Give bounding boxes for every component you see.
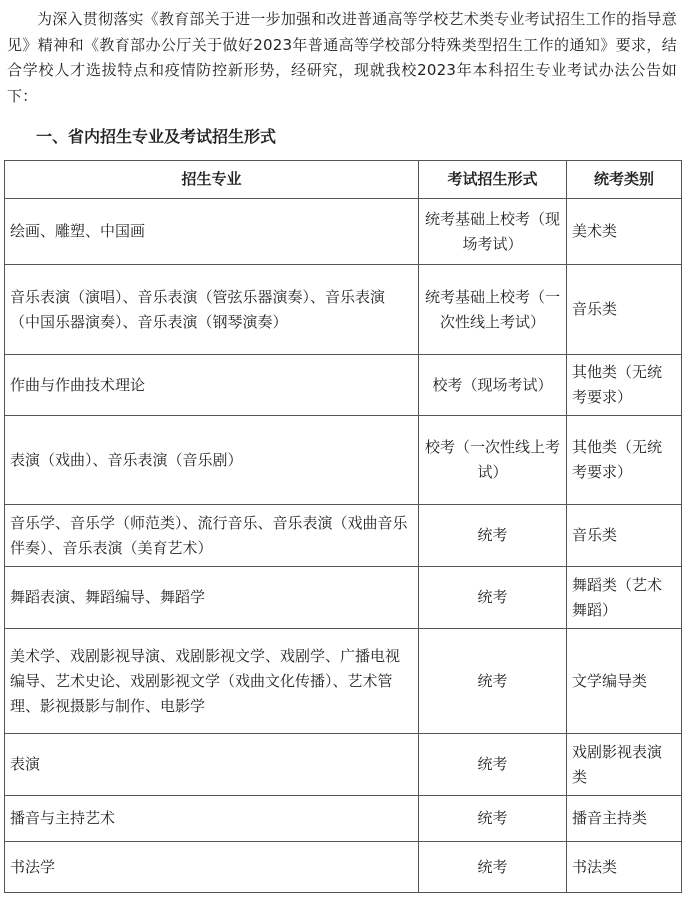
cell-category: 美术类: [567, 199, 682, 265]
table-row: [5, 355, 682, 416]
table-row: [5, 734, 682, 796]
cell-major: 绘画、雕塑、中国画: [5, 199, 419, 265]
cell-major: 音乐学、音乐学（师范类）、流行音乐、音乐表演（戏曲音乐伴奏）、音乐表演（美育艺术）: [5, 505, 419, 567]
cell-category: 其他类（无统考要求）: [567, 355, 682, 416]
cell-major: 表演: [5, 734, 419, 796]
admissions-table: [4, 160, 682, 893]
cell-exam-form: 统考: [419, 567, 567, 629]
table-row: [5, 505, 682, 567]
cell-exam-form: 统考基础上校考（现场考试）: [419, 199, 567, 265]
table-row: [5, 199, 682, 265]
table-row: [5, 567, 682, 629]
table-row: [5, 796, 682, 842]
table-row: [5, 842, 682, 893]
section-heading: 一、省内招生专业及考试招生形式: [36, 127, 277, 146]
cell-category: 其他类（无统考要求）: [567, 416, 682, 505]
cell-category: 舞蹈类（艺术舞蹈）: [567, 567, 682, 629]
cell-major: 作曲与作曲技术理论: [5, 355, 419, 416]
cell-exam-form: 统考: [419, 842, 567, 893]
table-row: [5, 629, 682, 734]
cell-major: 音乐表演（演唱）、音乐表演（管弦乐器演奏）、音乐表演（中国乐器演奏）、音乐表演（钢琴演奏）: [5, 265, 419, 355]
cell-category: 音乐类: [567, 505, 682, 567]
cell-exam-form: 统考: [419, 629, 567, 734]
header-exam-form: 考试招生形式: [419, 161, 567, 199]
cell-major: 书法学: [5, 842, 419, 893]
cell-exam-form: 统考: [419, 505, 567, 567]
intro-paragraph: 为深入贯彻落实《教育部关于进一步加强和改进普通高等学校艺术类专业考试招生工作的指导意见》精神和《教育部办公厅关于做好2023年普通高等学校部分特殊类型招生工作的通知》要求，结合学校人才选拔特点和疫情防控新形势，经研究，现就我校2023年本科招生专业考试办法公告如下：: [7, 10, 677, 105]
cell-exam-form: 统考基础上校考（一次性线上考试）: [419, 265, 567, 355]
cell-major: 播音与主持艺术: [5, 796, 419, 842]
cell-exam-form: 统考: [419, 796, 567, 842]
cell-category: 戏剧影视表演类: [567, 734, 682, 796]
table-row: [5, 265, 682, 355]
cell-category: 音乐类: [567, 265, 682, 355]
header-major: 招生专业: [5, 161, 419, 199]
table-row: [5, 416, 682, 505]
cell-exam-form: 校考（现场考试）: [419, 355, 567, 416]
header-category: 统考类别: [567, 161, 682, 199]
table-header-row: [5, 161, 682, 199]
cell-category: 书法类: [567, 842, 682, 893]
cell-major: 舞蹈表演、舞蹈编导、舞蹈学: [5, 567, 419, 629]
cell-exam-form: 统考: [419, 734, 567, 796]
cell-major: 美术学、戏剧影视导演、戏剧影视文学、戏剧学、广播电视编导、艺术史论、戏剧影视文学（戏曲文化传播）、艺术管理、影视摄影与制作、电影学: [5, 629, 419, 734]
cell-category: 播音主持类: [567, 796, 682, 842]
cell-category: 文学编导类: [567, 629, 682, 734]
cell-exam-form: 校考（一次性线上考试）: [419, 416, 567, 505]
cell-major: 表演（戏曲）、音乐表演（音乐剧）: [5, 416, 419, 505]
